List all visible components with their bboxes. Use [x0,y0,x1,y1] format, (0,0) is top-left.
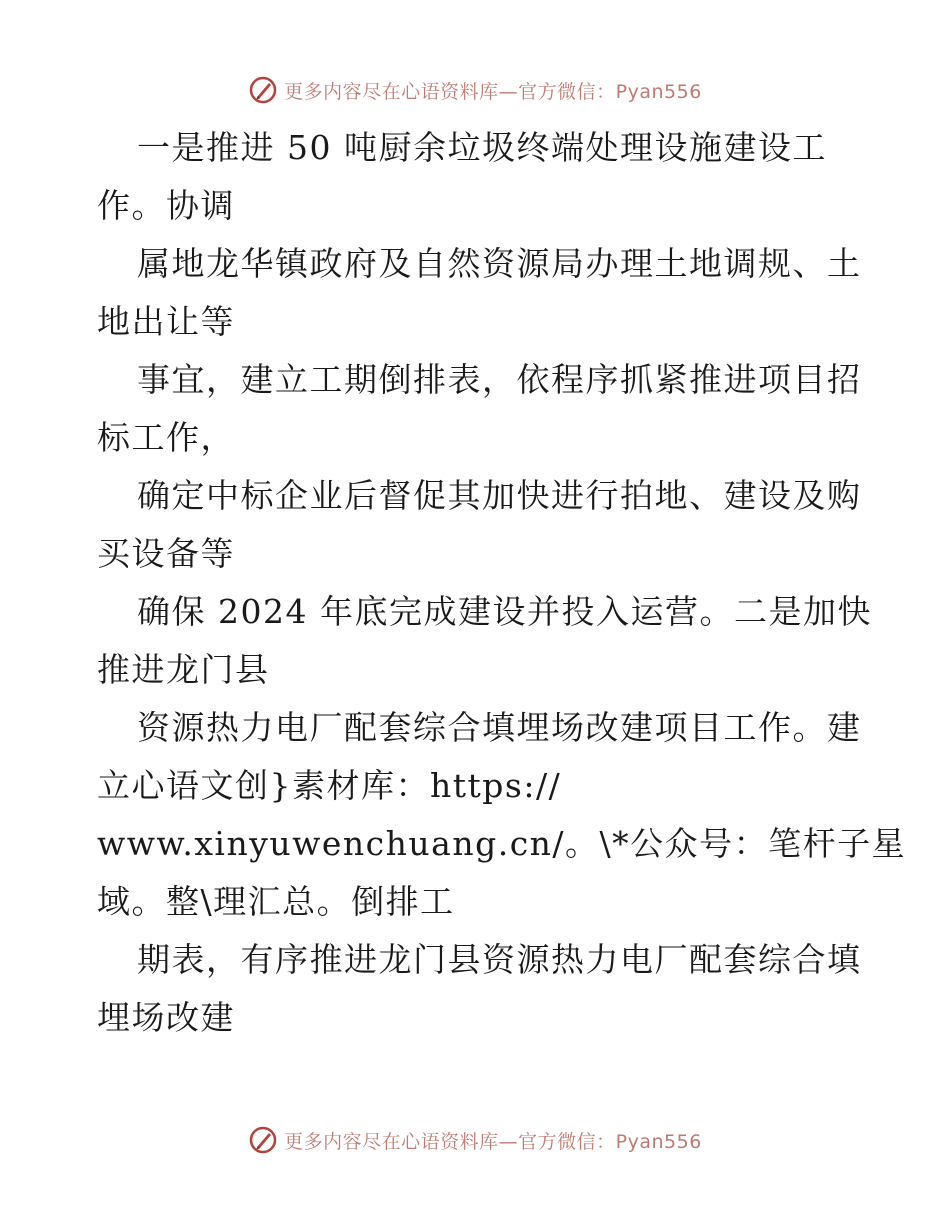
footer-banner-text: 更多内容尽在心语资料库—官方微信：Pyan556 [284,1130,702,1153]
body-line: 标工作， [97,418,235,457]
body-line: www.xinyuwenchuang.cn/。\*公众号：笔杆子星 [97,824,907,863]
body-line: 属地龙华镇政府及自然资源局办理土地调规、土 [137,244,862,283]
body-line: 确定中标企业后督促其加快进行拍地、建设及购 [137,476,862,515]
body-line: 域。整\理汇总。倒排工 [97,882,455,921]
quill-pen-circle-icon [248,1125,278,1155]
body-line: 确保 2024 年底完成建设并投入运营。二是加快 [137,592,872,631]
body-line: 期表，有序推进龙门县资源热力电厂配套综合填 [137,940,862,979]
body-line: 事宜，建立工期倒排表，依程序抓紧推进项目招 [137,360,862,399]
body-line: 买设备等 [97,534,235,573]
body-line: 地出让等 [97,302,235,341]
body-line: 资源热力电厂配套综合填埋场改建项目工作。建 [137,708,862,747]
body-line: 埋场改建 [97,998,235,1037]
body-line: 立心语文创}素材库：https:// [97,766,562,805]
body-line: 作。协调 [97,186,235,225]
quill-pen-circle-icon [248,75,278,105]
document-body [97,119,907,1047]
footer-banner [0,1120,950,1160]
header-banner-text: 更多内容尽在心语资料库—官方微信：Pyan556 [284,80,702,103]
body-line: 推进龙门县 [97,650,270,689]
body-line: 一是推进 50 吨厨余垃圾终端处理设施建设工 [137,128,827,167]
header-banner [0,70,950,110]
